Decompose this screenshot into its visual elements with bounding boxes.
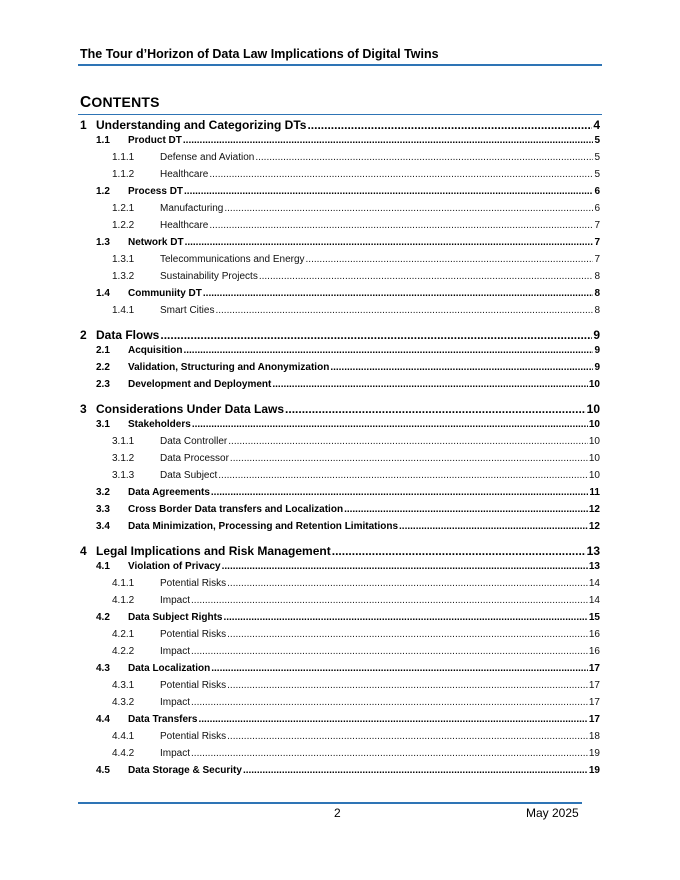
toc-entry-title: Data Localization — [128, 663, 211, 674]
toc-entry[interactable] — [80, 748, 600, 765]
toc-entry-page: 4 — [593, 118, 600, 132]
toc-entry[interactable] — [80, 521, 600, 538]
contents-divider — [78, 114, 602, 115]
toc-entry-number: 1.3.1 — [112, 254, 135, 265]
toc-entry-number: 4.2.2 — [112, 646, 135, 657]
toc-entry-title: Potential Risks — [160, 578, 227, 589]
toc-entry-title: Data Minimization, Processing and Retention Limitations — [128, 521, 399, 532]
toc-entry-page: 12 — [588, 504, 600, 515]
toc-entry[interactable] — [80, 237, 600, 254]
toc-entry-title: Legal Implications and Risk Management — [96, 544, 331, 558]
toc-entry[interactable] — [80, 544, 600, 561]
toc-entry-leader — [184, 186, 593, 197]
toc-entry-page: 13 — [588, 561, 600, 572]
toc-entry-title: Telecommunications and Energy — [160, 254, 305, 265]
toc-entry-leader — [307, 118, 592, 132]
toc-entry-page: 9 — [594, 362, 600, 373]
toc-entry-title: Violation of Privacy — [128, 561, 221, 572]
toc-entry-page: 15 — [588, 612, 600, 623]
table-of-contents — [80, 118, 600, 782]
toc-entry-page: 8 — [594, 271, 600, 282]
toc-entry-page: 9 — [594, 345, 600, 356]
toc-entry-number: 1.4 — [96, 288, 110, 299]
toc-entry-page: 5 — [594, 169, 600, 180]
toc-entry[interactable] — [80, 288, 600, 305]
toc-entry[interactable] — [80, 362, 600, 379]
toc-entry-leader — [272, 379, 588, 390]
toc-entry-leader — [255, 152, 593, 163]
toc-entry-page: 9 — [593, 328, 600, 342]
toc-entry-title: Stakeholders — [128, 419, 191, 430]
toc-entry-title: Healthcare — [160, 169, 209, 180]
toc-entry-page: 7 — [594, 254, 600, 265]
toc-entry[interactable] — [80, 663, 600, 680]
toc-entry-leader — [227, 680, 588, 691]
toc-entry-leader — [211, 487, 589, 498]
toc-entry-number: 4.2.1 — [112, 629, 135, 640]
toc-entry-page: 19 — [588, 748, 600, 759]
toc-entry-title: Smart Cities — [160, 305, 215, 316]
toc-entry-page: 17 — [588, 680, 600, 691]
toc-entry-page: 5 — [594, 135, 600, 146]
toc-entry-page: 10 — [588, 453, 600, 464]
toc-entry[interactable] — [80, 504, 600, 521]
toc-entry-page: 17 — [588, 663, 600, 674]
toc-entry-title: Potential Risks — [160, 731, 227, 742]
toc-entry-leader — [285, 402, 586, 416]
toc-entry-page: 10 — [588, 419, 600, 430]
toc-entry[interactable] — [80, 118, 600, 135]
toc-entry-leader — [224, 203, 593, 214]
toc-entry[interactable] — [80, 646, 600, 663]
toc-entry[interactable] — [80, 254, 600, 271]
toc-entry-number: 3.4 — [96, 521, 110, 532]
toc-entry-leader — [227, 578, 588, 589]
toc-entry-number: 3.1.2 — [112, 453, 135, 464]
toc-entry-number: 2 — [80, 328, 87, 342]
toc-entry-title: Impact — [160, 748, 191, 759]
toc-entry-leader — [192, 419, 588, 430]
toc-entry-page: 13 — [586, 544, 600, 558]
toc-entry-leader — [209, 169, 593, 180]
toc-entry-title: Cross Border Data transfers and Localization — [128, 504, 344, 515]
toc-entry-page: 17 — [588, 697, 600, 708]
toc-entry-page: 18 — [588, 731, 600, 742]
toc-entry-leader — [215, 305, 593, 316]
toc-entry-title: Impact — [160, 595, 191, 606]
toc-entry-page: 10 — [586, 402, 600, 416]
toc-entry[interactable] — [80, 152, 600, 169]
toc-entry-number: 1.1.2 — [112, 169, 135, 180]
toc-entry-leader — [191, 748, 588, 759]
toc-entry-page: 7 — [594, 237, 600, 248]
toc-entry-leader — [223, 612, 587, 623]
toc-entry[interactable] — [80, 305, 600, 322]
toc-entry[interactable] — [80, 578, 600, 595]
toc-entry-title: Data Agreements — [128, 487, 210, 498]
toc-entry-number: 4.4.2 — [112, 748, 135, 759]
toc-entry[interactable] — [80, 629, 600, 646]
toc-entry[interactable] — [80, 470, 600, 487]
toc-entry-number: 4.1.1 — [112, 578, 135, 589]
toc-entry-title: Potential Risks — [160, 629, 227, 640]
toc-entry-number: 3.1 — [96, 419, 110, 430]
toc-entry[interactable] — [80, 220, 600, 237]
toc-entry-number: 4.1.2 — [112, 595, 135, 606]
toc-entry-number: 4.3.2 — [112, 697, 135, 708]
toc-entry-leader — [191, 697, 588, 708]
toc-entry-number: 1.1.1 — [112, 152, 135, 163]
toc-entry-leader — [399, 521, 588, 532]
toc-entry-page: 5 — [594, 152, 600, 163]
toc-entry-title: Manufacturing — [160, 203, 224, 214]
contents-heading — [80, 94, 160, 112]
toc-entry[interactable] — [80, 595, 600, 612]
toc-entry-number: 4.3 — [96, 663, 110, 674]
toc-entry-leader — [228, 436, 588, 447]
toc-entry-leader — [211, 663, 588, 674]
toc-entry-page: 10 — [588, 379, 600, 390]
toc-entry-page: 12 — [588, 521, 600, 532]
toc-entry-leader — [332, 544, 586, 558]
toc-entry[interactable] — [80, 271, 600, 288]
toc-entry-leader — [198, 714, 587, 725]
toc-entry-number: 1.4.1 — [112, 305, 135, 316]
toc-entry-title: Understanding and Categorizing DTs — [96, 118, 307, 132]
toc-entry[interactable] — [80, 453, 600, 470]
document-header-title: The Tour d’Horizon of Data Law Implications of Digital Twins — [80, 47, 439, 61]
toc-entry-title: Validation, Structuring and Anonymization — [128, 362, 330, 373]
toc-entry-number: 4.4.1 — [112, 731, 135, 742]
toc-entry-page: 16 — [588, 646, 600, 657]
toc-entry[interactable] — [80, 436, 600, 453]
toc-entry-leader — [227, 731, 588, 742]
footer-date: May 2025 — [526, 806, 579, 820]
toc-entry-title: Healthcare — [160, 220, 209, 231]
toc-entry-title: Sustainability Projects — [160, 271, 258, 282]
toc-entry-page: 6 — [594, 203, 600, 214]
toc-entry[interactable] — [80, 402, 600, 419]
toc-entry-leader — [344, 504, 588, 515]
toc-entry-page: 11 — [589, 487, 600, 498]
contents-heading-initial: C — [80, 94, 92, 111]
toc-entry-number: 1.3 — [96, 237, 110, 248]
toc-entry-page: 8 — [594, 305, 600, 316]
toc-entry-page: 17 — [588, 714, 600, 725]
toc-entry-title: Development and Deployment — [128, 379, 272, 390]
toc-entry[interactable] — [80, 135, 600, 152]
toc-entry-page: 14 — [588, 578, 600, 589]
toc-entry-page: 16 — [588, 629, 600, 640]
toc-entry[interactable] — [80, 203, 600, 220]
toc-entry-number: 3.2 — [96, 487, 110, 498]
toc-entry[interactable] — [80, 731, 600, 748]
toc-entry-leader — [259, 271, 594, 282]
toc-entry-number: 2.2 — [96, 362, 110, 373]
toc-entry-title: Impact — [160, 646, 191, 657]
toc-entry[interactable] — [80, 328, 600, 345]
toc-entry-title: Potential Risks — [160, 680, 227, 691]
toc-entry[interactable] — [80, 169, 600, 186]
toc-entry-number: 4.3.1 — [112, 680, 135, 691]
toc-entry-leader — [227, 629, 588, 640]
toc-entry-page: 14 — [588, 595, 600, 606]
toc-entry-leader — [209, 220, 593, 231]
header-divider — [78, 64, 602, 66]
toc-entry-number: 4.2 — [96, 612, 110, 623]
toc-entry-leader — [203, 288, 594, 299]
toc-entry-leader — [306, 254, 594, 265]
toc-entry-leader — [160, 328, 592, 342]
toc-entry-number: 2.3 — [96, 379, 110, 390]
toc-entry-page: 10 — [588, 436, 600, 447]
toc-entry-title: Defense and Aviation — [160, 152, 255, 163]
toc-entry-title: Product DT — [128, 135, 182, 146]
toc-entry-page: 19 — [588, 765, 600, 776]
toc-entry-title: Data Transfers — [128, 714, 198, 725]
contents-heading-rest: ONTENTS — [91, 94, 160, 110]
toc-entry-page: 8 — [594, 288, 600, 299]
toc-entry-leader — [185, 237, 594, 248]
toc-entry-number: 4.4 — [96, 714, 110, 725]
toc-entry-number: 4 — [80, 544, 87, 558]
toc-entry-title: Communiity DT — [128, 288, 202, 299]
toc-entry[interactable] — [80, 487, 600, 504]
footer-divider — [78, 802, 582, 804]
toc-entry-title: Data Controller — [160, 436, 228, 447]
toc-entry-number: 4.5 — [96, 765, 110, 776]
toc-entry-number: 3.3 — [96, 504, 110, 515]
toc-entry-number: 3.1.3 — [112, 470, 135, 481]
toc-entry-title: Data Subject Rights — [128, 612, 223, 623]
toc-entry-leader — [191, 646, 588, 657]
toc-entry-title: Data Processor — [160, 453, 229, 464]
toc-entry-number: 1.2 — [96, 186, 110, 197]
toc-entry-leader — [218, 470, 588, 481]
footer-page-number: 2 — [334, 806, 341, 820]
toc-entry-number: 3 — [80, 402, 87, 416]
toc-entry-number: 4.1 — [96, 561, 110, 572]
toc-entry-leader — [330, 362, 593, 373]
toc-entry-title: Data Subject — [160, 470, 218, 481]
toc-entry[interactable] — [80, 186, 600, 203]
toc-entry-number: 1.2.1 — [112, 203, 135, 214]
toc-entry[interactable] — [80, 680, 600, 697]
toc-entry-number: 1 — [80, 118, 87, 132]
toc-entry-title: Considerations Under Data Laws — [96, 402, 285, 416]
toc-entry-leader — [243, 765, 588, 776]
toc-entry[interactable] — [80, 379, 600, 396]
toc-entry-title: Data Flows — [96, 328, 160, 342]
toc-entry-number: 3.1.1 — [112, 436, 135, 447]
toc-entry-number: 1.2.2 — [112, 220, 135, 231]
toc-entry[interactable] — [80, 419, 600, 436]
toc-entry-title: Network DT — [128, 237, 184, 248]
toc-entry-number: 1.1 — [96, 135, 110, 146]
toc-entry-leader — [183, 135, 594, 146]
toc-entry[interactable] — [80, 765, 600, 782]
toc-entry-number: 2.1 — [96, 345, 110, 356]
toc-entry[interactable] — [80, 697, 600, 714]
toc-entry[interactable] — [80, 345, 600, 362]
toc-entry-title: Process DT — [128, 186, 184, 197]
toc-entry-leader — [183, 345, 593, 356]
toc-entry-leader — [230, 453, 588, 464]
toc-entry-title: Data Storage & Security — [128, 765, 242, 776]
toc-entry-number: 1.3.2 — [112, 271, 135, 282]
toc-entry[interactable] — [80, 714, 600, 731]
toc-entry-leader — [191, 595, 588, 606]
toc-entry-page: 6 — [594, 186, 600, 197]
toc-entry-page: 7 — [594, 220, 600, 231]
toc-entry[interactable] — [80, 612, 600, 629]
toc-entry-page: 10 — [588, 470, 600, 481]
toc-entry-title: Acquisition — [128, 345, 183, 356]
toc-entry[interactable] — [80, 561, 600, 578]
toc-entry-leader — [222, 561, 588, 572]
toc-entry-title: Impact — [160, 697, 191, 708]
